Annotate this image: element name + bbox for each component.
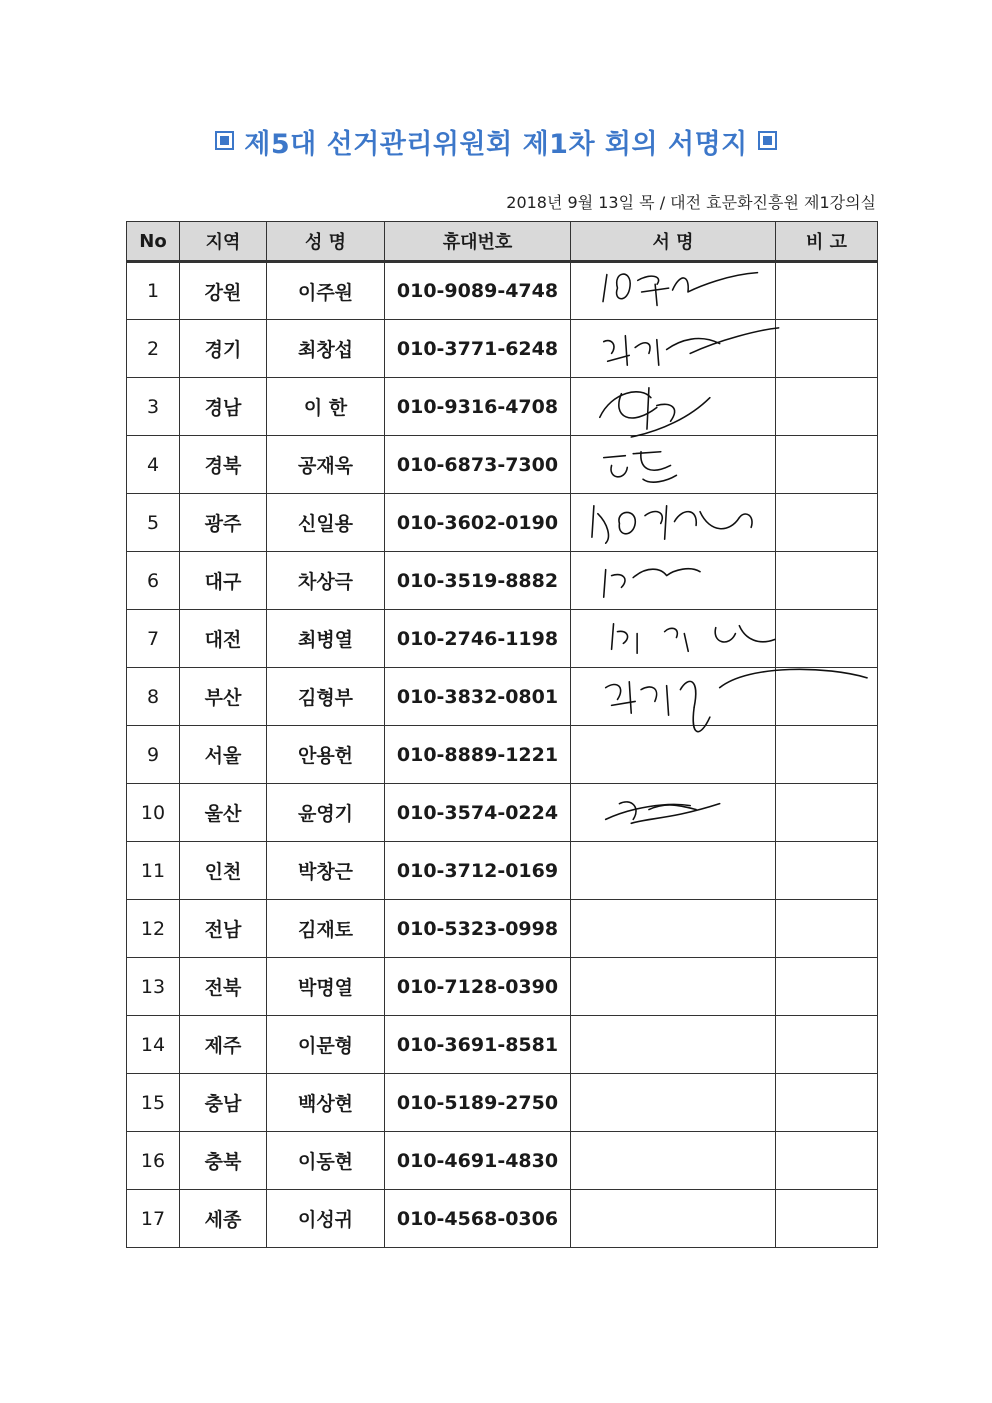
signature-stroke xyxy=(631,398,710,437)
signature-stroke xyxy=(684,634,688,652)
handwritten-signature xyxy=(571,436,775,493)
row-remarks xyxy=(776,262,878,320)
signature-stroke xyxy=(641,687,657,701)
row-remarks xyxy=(776,1190,878,1248)
signature-stroke xyxy=(657,340,659,366)
table-row xyxy=(127,436,878,494)
row-region: 전남 xyxy=(180,900,267,958)
row-number: 11 xyxy=(127,842,180,900)
table-row xyxy=(127,1190,878,1248)
meeting-info: 2018년 9월 13일 목 / 대전 효문화진흥원 제1강의실 xyxy=(506,193,876,212)
header-remarks: 비 고 xyxy=(776,222,878,262)
table-header-row xyxy=(127,222,878,262)
row-signature xyxy=(571,1132,776,1190)
row-number: 8 xyxy=(127,668,180,726)
row-number: 1 xyxy=(127,262,180,320)
signature-stroke xyxy=(665,628,678,637)
signature-table xyxy=(126,221,878,1248)
signature-stroke xyxy=(739,514,752,527)
row-number: 3 xyxy=(127,378,180,436)
row-signature xyxy=(571,726,776,784)
row-number: 15 xyxy=(127,1074,180,1132)
signature-stroke xyxy=(641,452,671,470)
signature-stroke xyxy=(606,804,691,819)
row-signature xyxy=(571,494,776,552)
row-phone: 010-4691-4830 xyxy=(385,1132,571,1190)
square-bullet-icon xyxy=(215,131,234,150)
signature-stroke xyxy=(635,343,650,354)
row-phone: 010-3691-8581 xyxy=(385,1016,571,1074)
table-row xyxy=(127,958,878,1016)
row-region: 경남 xyxy=(180,378,267,436)
handwritten-signature xyxy=(571,668,775,725)
row-number: 14 xyxy=(127,1016,180,1074)
signature-stroke xyxy=(690,328,778,354)
row-number: 7 xyxy=(127,610,180,668)
signature-stroke xyxy=(604,570,606,598)
row-number: 5 xyxy=(127,494,180,552)
row-number: 10 xyxy=(127,784,180,842)
row-remarks xyxy=(776,552,878,610)
row-remarks xyxy=(776,1132,878,1190)
row-signature xyxy=(571,1016,776,1074)
row-name: 최병열 xyxy=(267,610,385,668)
row-phone: 010-9089-4748 xyxy=(385,262,571,320)
row-name: 신일용 xyxy=(267,494,385,552)
handwritten-signature xyxy=(571,784,775,841)
signature-stroke xyxy=(633,569,700,578)
row-region: 충남 xyxy=(180,1074,267,1132)
row-phone: 010-3832-0801 xyxy=(385,668,571,726)
signature-stroke xyxy=(645,512,662,524)
header-phone: 휴대번호 xyxy=(385,222,571,262)
row-remarks xyxy=(776,726,878,784)
signature-stroke xyxy=(665,506,667,539)
row-region: 대구 xyxy=(180,552,267,610)
row-region: 세종 xyxy=(180,1190,267,1248)
row-signature xyxy=(571,900,776,958)
row-region: 대전 xyxy=(180,610,267,668)
row-name: 김재토 xyxy=(267,900,385,958)
signature-stroke xyxy=(612,624,614,650)
row-signature xyxy=(571,958,776,1016)
row-name: 이주원 xyxy=(267,262,385,320)
row-phone: 010-3519-8882 xyxy=(385,552,571,610)
signature-stroke xyxy=(619,512,635,533)
row-remarks xyxy=(776,378,878,436)
table-row xyxy=(127,1074,878,1132)
row-phone: 010-5323-0998 xyxy=(385,900,571,958)
table-row xyxy=(127,842,878,900)
row-remarks xyxy=(776,900,878,958)
table-row xyxy=(127,378,878,436)
row-phone: 010-9316-4708 xyxy=(385,378,571,436)
row-phone: 010-6873-7300 xyxy=(385,436,571,494)
signature-stroke xyxy=(598,514,609,543)
table-row xyxy=(127,668,878,726)
signature-stroke xyxy=(611,465,627,476)
row-name: 안용헌 xyxy=(267,726,385,784)
signature-stroke xyxy=(673,273,758,292)
signature-stroke xyxy=(674,512,696,526)
row-region: 서울 xyxy=(180,726,267,784)
handwritten-signature xyxy=(571,610,775,667)
row-name: 백상현 xyxy=(267,1074,385,1132)
document-title-block xyxy=(0,122,992,161)
table-row xyxy=(127,1016,878,1074)
row-name: 공재욱 xyxy=(267,436,385,494)
signature-stroke xyxy=(667,686,669,715)
row-signature xyxy=(571,552,776,610)
row-region: 광주 xyxy=(180,494,267,552)
row-signature xyxy=(571,1190,776,1248)
row-number: 12 xyxy=(127,900,180,958)
row-name: 이성귀 xyxy=(267,1190,385,1248)
row-name: 윤영기 xyxy=(267,784,385,842)
row-number: 9 xyxy=(127,726,180,784)
row-region: 부산 xyxy=(180,668,267,726)
table-row xyxy=(127,726,878,784)
signature-stroke xyxy=(617,274,631,299)
header-region: 지역 xyxy=(180,222,267,262)
row-region: 경기 xyxy=(180,320,267,378)
table-row xyxy=(127,610,878,668)
table-row xyxy=(127,900,878,958)
row-signature xyxy=(571,1074,776,1132)
row-remarks xyxy=(776,320,878,378)
signature-stroke xyxy=(629,682,631,713)
row-phone: 010-2746-1198 xyxy=(385,610,571,668)
handwritten-signature xyxy=(571,494,775,551)
row-remarks xyxy=(776,1016,878,1074)
row-number: 2 xyxy=(127,320,180,378)
row-signature xyxy=(571,842,776,900)
handwritten-signature xyxy=(571,378,775,435)
header-no: No xyxy=(127,222,180,262)
row-remarks xyxy=(776,610,878,668)
row-phone: 010-5189-2750 xyxy=(385,1074,571,1132)
table-row xyxy=(127,494,878,552)
signature-stroke xyxy=(603,275,607,302)
signature-stroke xyxy=(715,628,735,642)
signature-stroke xyxy=(700,512,739,529)
signature-stroke xyxy=(680,681,695,707)
row-name: 이동현 xyxy=(267,1132,385,1190)
table-row xyxy=(127,552,878,610)
handwritten-signature xyxy=(571,320,775,377)
row-remarks xyxy=(776,784,878,842)
row-name: 이 한 xyxy=(267,378,385,436)
row-number: 4 xyxy=(127,436,180,494)
handwritten-signature xyxy=(571,552,775,609)
square-bullet-icon xyxy=(758,131,777,150)
row-number: 16 xyxy=(127,1132,180,1190)
signature-stroke xyxy=(739,626,774,642)
row-name: 차상극 xyxy=(267,552,385,610)
row-region: 충북 xyxy=(180,1132,267,1190)
row-region: 제주 xyxy=(180,1016,267,1074)
row-name: 김형부 xyxy=(267,668,385,726)
row-phone: 010-3574-0224 xyxy=(385,784,571,842)
signature-stroke xyxy=(592,506,594,537)
row-phone: 010-3771-6248 xyxy=(385,320,571,378)
row-signature xyxy=(571,668,776,726)
row-name: 최창섭 xyxy=(267,320,385,378)
signature-stroke xyxy=(643,475,676,482)
row-name: 박명열 xyxy=(267,958,385,1016)
row-remarks xyxy=(776,958,878,1016)
row-signature xyxy=(571,436,776,494)
document-title: 제5대 선거관리위원회 제1차 회의 서명지 xyxy=(244,129,748,160)
row-remarks xyxy=(776,1074,878,1132)
row-signature xyxy=(571,610,776,668)
row-remarks xyxy=(776,842,878,900)
row-remarks xyxy=(776,494,878,552)
signature-stroke xyxy=(612,701,636,705)
row-phone: 010-3602-0190 xyxy=(385,494,571,552)
table-row xyxy=(127,784,878,842)
signature-stroke xyxy=(638,276,659,284)
row-region: 경북 xyxy=(180,436,267,494)
row-phone: 010-7128-0390 xyxy=(385,958,571,1016)
row-number: 13 xyxy=(127,958,180,1016)
header-name: 성 명 xyxy=(267,222,385,262)
signature-stroke xyxy=(625,336,627,365)
signature-stroke xyxy=(633,452,661,454)
signature-stroke xyxy=(600,392,651,417)
row-name: 이문형 xyxy=(267,1016,385,1074)
row-number: 17 xyxy=(127,1190,180,1248)
signature-stroke xyxy=(606,684,621,699)
header-signature: 서 명 xyxy=(571,222,776,262)
row-phone: 010-4568-0306 xyxy=(385,1190,571,1248)
signature-stroke xyxy=(617,631,627,643)
row-phone: 010-8889-1221 xyxy=(385,726,571,784)
table-row xyxy=(127,1132,878,1190)
row-region: 인천 xyxy=(180,842,267,900)
handwritten-signature xyxy=(571,263,775,319)
row-phone: 010-3712-0169 xyxy=(385,842,571,900)
signature-stroke xyxy=(657,404,675,421)
row-region: 강원 xyxy=(180,262,267,320)
row-signature xyxy=(571,378,776,436)
row-signature xyxy=(571,784,776,842)
row-remarks xyxy=(776,436,878,494)
signature-stroke xyxy=(612,575,625,588)
row-number: 6 xyxy=(127,552,180,610)
signature-stroke xyxy=(604,456,626,458)
row-signature xyxy=(571,320,776,378)
row-region: 울산 xyxy=(180,784,267,842)
row-region: 전북 xyxy=(180,958,267,1016)
signature-stroke xyxy=(604,341,614,354)
row-signature xyxy=(571,262,776,320)
table-row xyxy=(127,262,878,320)
signature-stroke xyxy=(655,284,657,305)
row-name: 박창근 xyxy=(267,842,385,900)
table-row xyxy=(127,320,878,378)
